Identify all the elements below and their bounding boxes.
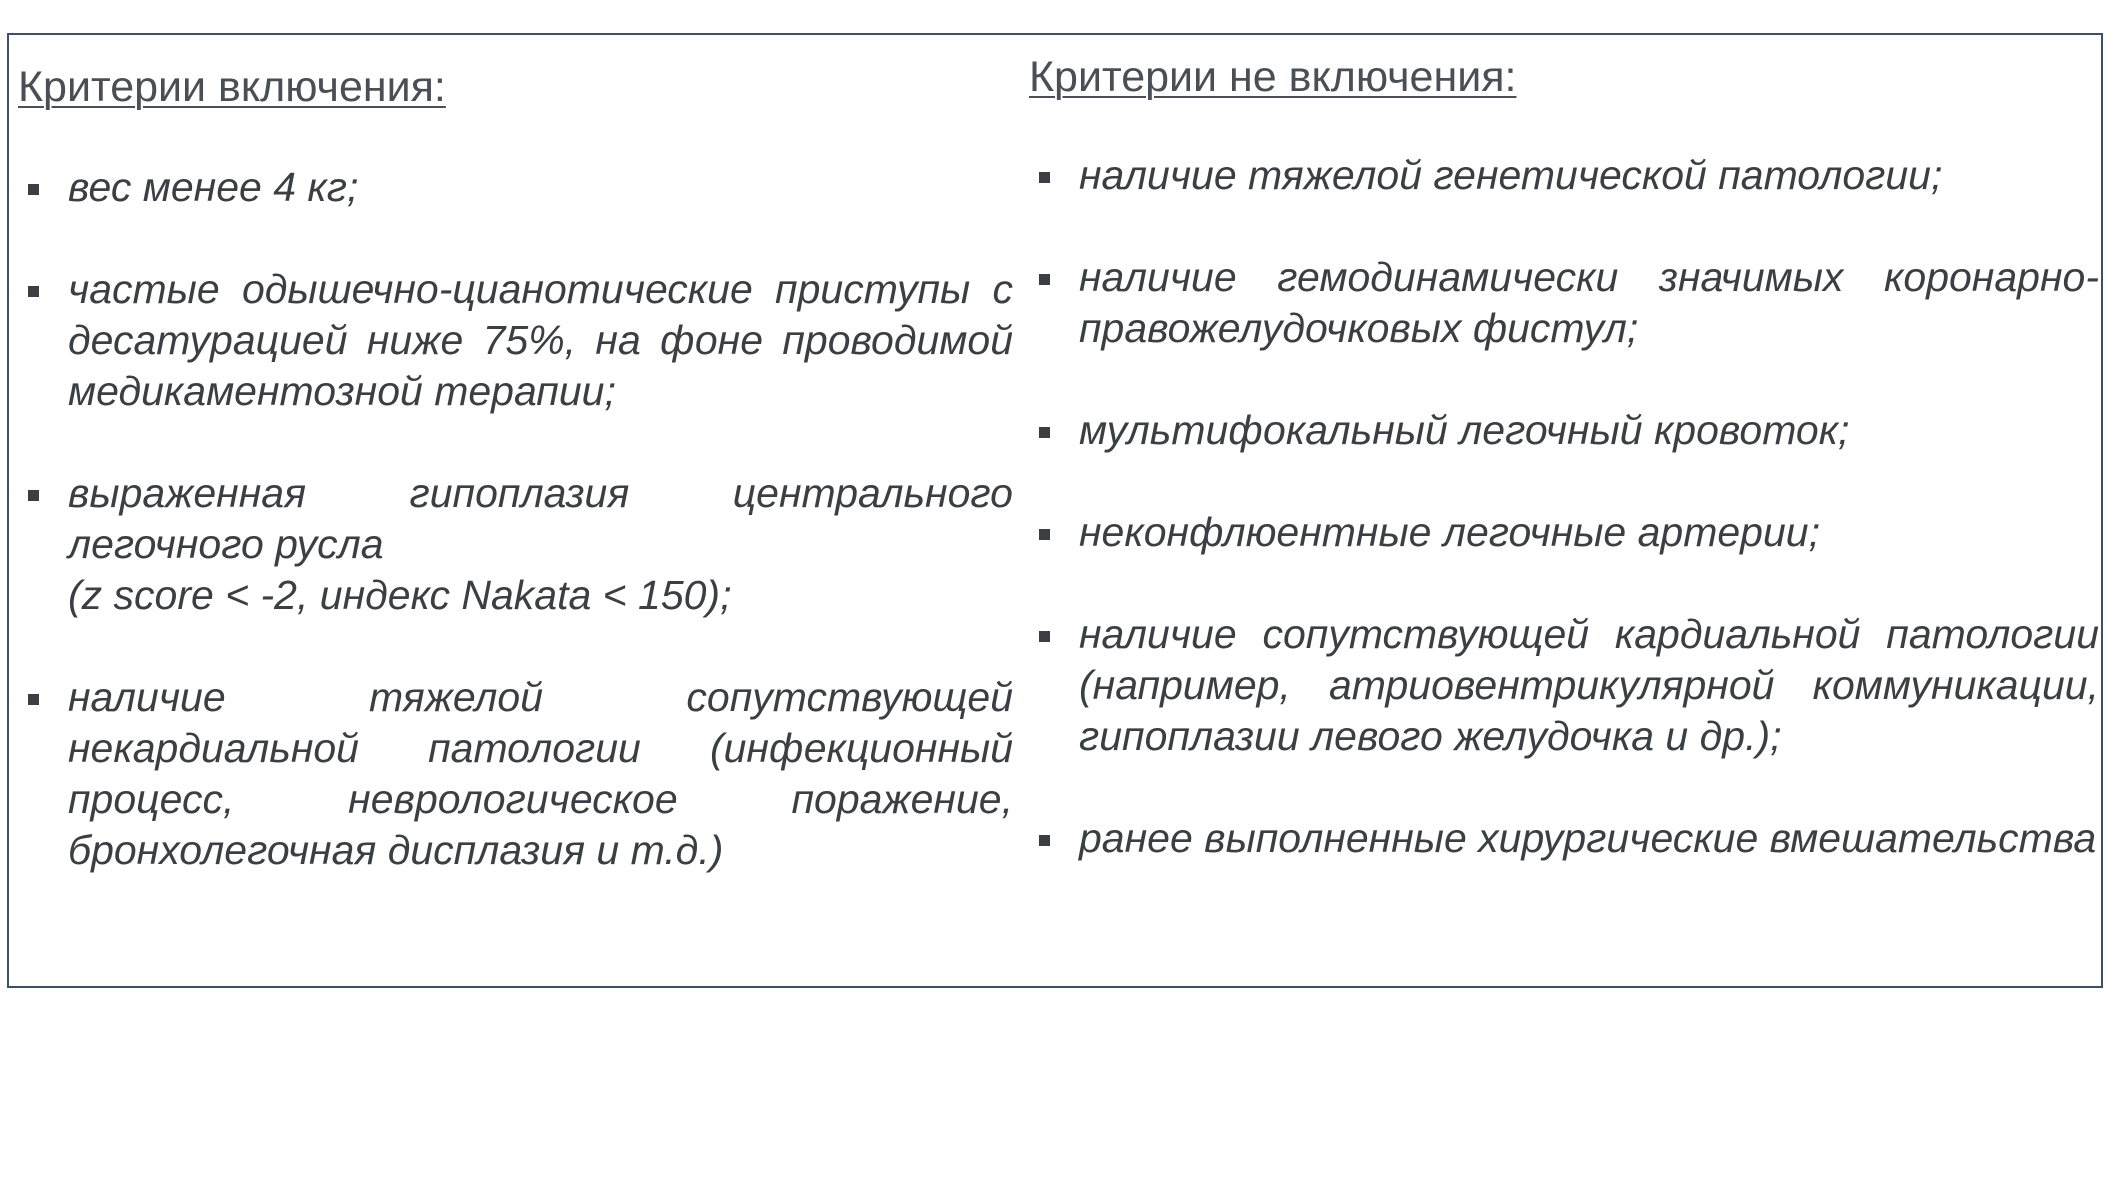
list-item-text: выраженная гипоплазия центрального легочного русла: [68, 469, 1013, 567]
square-bullet-icon: [1039, 835, 1050, 846]
list-item-text: неконфлюентные легочные артерии;: [1079, 508, 1820, 555]
list-item: [1029, 609, 2099, 762]
list-item: [1029, 813, 2099, 864]
square-bullet-icon: [28, 490, 39, 501]
list-item-text: наличие сопутствующей кардиальной патологии (например, атриовентрикулярной коммуникации, гипоплазии левого желудочка и др.);: [1079, 610, 2099, 759]
list-item-text: частые одышечно-цианотические приступы с десатурацией ниже 75%, на фоне проводимой медикаментозной терапии;: [68, 265, 1013, 414]
exclusion-heading: Критерии не включения:: [1029, 53, 1517, 101]
list-item: [1029, 252, 2099, 354]
list-item-text: ранее выполненные хирургические вмешательства: [1079, 814, 2097, 861]
exclusion-column: [1029, 35, 2099, 915]
square-bullet-icon: [1039, 631, 1050, 642]
list-item: [1029, 507, 2099, 558]
square-bullet-icon: [1039, 172, 1050, 183]
list-item: [1029, 405, 2099, 456]
square-bullet-icon: [28, 286, 39, 297]
inclusion-column: [18, 35, 1013, 927]
square-bullet-icon: [1039, 529, 1050, 540]
list-item: [18, 264, 1013, 417]
list-item-text: наличие тяжелой сопутствующей некардиальной патологии (инфекционный процесс, неврологическое поражение, бронхолегочная дисплазия и т.д.): [68, 673, 1013, 873]
list-item-text: наличие гемодинамически значимых коронарно-правожелудочковых фистул;: [1079, 253, 2099, 351]
inclusion-list: [18, 162, 1013, 876]
list-item: [18, 468, 1013, 621]
list-item: [1029, 150, 2099, 201]
square-bullet-icon: [1039, 274, 1050, 285]
list-item-text: мультифокальный легочный кровоток;: [1079, 406, 1850, 453]
square-bullet-icon: [28, 184, 39, 195]
list-item: [18, 672, 1013, 876]
inclusion-heading: Критерии включения:: [18, 63, 446, 111]
list-item-text: наличие тяжелой генетической патологии;: [1079, 151, 1943, 198]
exclusion-list: [1029, 150, 2099, 864]
criteria-table: [7, 33, 2103, 988]
list-item-text: вес менее 4 кг;: [68, 163, 359, 210]
list-item-text-continued: (z score < -2, индекс Nakata < 150);: [68, 571, 732, 618]
square-bullet-icon: [1039, 427, 1050, 438]
square-bullet-icon: [28, 694, 39, 705]
list-item: [18, 162, 1013, 213]
